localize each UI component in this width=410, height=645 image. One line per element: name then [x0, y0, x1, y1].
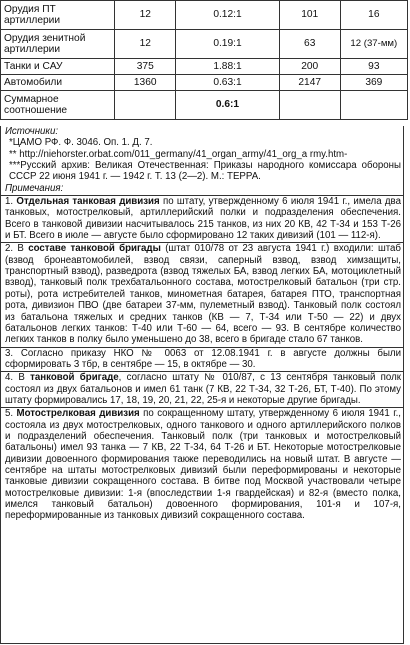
cell-value: 12 (37-мм) [340, 30, 407, 59]
comparison-table [0, 0, 408, 120]
table-row [1, 59, 408, 75]
source-line: ***Русский архив: Великая Отечественная: Приказы народного комиссара обороны СССР 22 июня 1941 г. — 1942 г. Т. 13 (2—2). М.: ТЕРРА. [9, 160, 401, 183]
cell-value: 375 [115, 59, 176, 75]
cell-value: 2147 [279, 75, 340, 91]
note-5 [5, 408, 401, 521]
note-3: 3. Согласно приказу НКО № 0063 от 12.08.1941 г. в августе должны были сформировать 3 тбр, в сентябре — 15, в октябре — 30. [5, 347, 401, 370]
cell-value: 12 [115, 1, 176, 30]
cell-value [279, 91, 340, 120]
cell-value: 200 [279, 59, 340, 75]
table-row [1, 30, 408, 59]
source-line: *ЦАМО РФ. Ф. 3046. Оп. 1. Д. 7. [9, 137, 153, 149]
cell-value: 16 [340, 1, 407, 30]
note-term: Мотострелковая дивизия [16, 408, 140, 420]
note-1 [5, 196, 401, 241]
notes-heading: Примечания: [5, 182, 64, 194]
sources-heading: Источники: [5, 126, 59, 137]
cell-value: 63 [279, 30, 340, 59]
table-row [1, 91, 408, 120]
table-row [1, 1, 408, 30]
cell-value: 93 [340, 59, 407, 75]
note-term: танковой бригаде [30, 372, 119, 384]
note-term: Отдельная танковая дивизия [16, 196, 160, 208]
note-number: 1. [5, 196, 14, 208]
cell-ratio: 0.12:1 [176, 1, 280, 30]
cell-value: 101 [279, 1, 340, 30]
cell-value: 12 [115, 30, 176, 59]
row-label: Орудия зенитной артиллерии [1, 30, 115, 59]
cell-value: 369 [340, 75, 407, 91]
cell-ratio: 0.19:1 [176, 30, 280, 59]
cell-value [115, 91, 176, 120]
source-line: ** http://niehorster.orbat.com/011_germany/41_organ_army/41_org_a rmy.htm- [9, 148, 348, 160]
cell-ratio: 0.63:1 [176, 75, 280, 91]
row-label: Суммарное соотношение [1, 91, 115, 120]
cell-ratio: 0.6:1 [176, 91, 280, 120]
row-label: Танки и САУ [1, 59, 115, 75]
cell-value: 1360 [115, 75, 176, 91]
notes-section [0, 126, 404, 644]
note-text: по сокращенному штату, утвержденному 6 июля 1941 г., состояла из двух мотострелковых, одного танкового и одного артиллерийского полков и подразделений обеспечения. Танковый полк (три танковых и мотострелковый батальоны) имел 93 танка — 7 КВ, 22 Т-34, 64 Т-26 и БТ. Некоторые мотострелковые дивизии довоенного формирования также переводились на новый штат. В августе — сентябре на штаты мотострелковых дивизий были переформированы и некоторые танковые дивизии сокращенного состава. В битве под Москвой участвовали четыре мотострелковые дивизии: 1-я (впоследствии 1-я гвардейская) и 82-я (вместо полка, имелся танковый батальон) довоенного формирования, 101-я и 107-я, переформированные из танковых дивизий сокращенного состава. [5, 408, 401, 522]
note-number: 2. В [5, 243, 24, 255]
row-label: Автомобили [1, 75, 115, 91]
note-text: (штат 010/78 от 23 августа 1941 г.) входили: штаб (взвод бронеавтомобилей, взвод связи, саперный взвод, взвод химзащиты, транспортный взвод), разведрота (взвод тяжелых БА, взвод легких БА, мотоциклетный взвод), танковый полк трехбатальонного состава, мотострелковый батальон (три стр. роты), рота истребителей танков, минометная батарея, батарея ПТО, транспортная рота, дивизион ПВО (две батареи 37-мм, пулеметный взвод). Танковый полк состоял из батальона тяжелых и средних танков (КВ — 7, Т-34 или Т-50 — 22) и двух батальонов легких танков: Т-40 или Т-60 — 64, всего — 93. В сентябре количество легких танков в полку было уменьшено до 38, всего в бригаде стало 67 танков. [5, 243, 401, 346]
note-term: составе танковой бригады [28, 243, 161, 255]
note-number: 4. В [5, 372, 25, 384]
row-label: Орудия ПТ артиллерии [1, 1, 115, 30]
cell-ratio: 1.88:1 [176, 59, 280, 75]
table-row [1, 75, 408, 91]
cell-value [340, 91, 407, 120]
note-text: по штату, утвержденному 6 июля 1941 г., имела два танковых, мотострелковый, артиллерийский полки и подразделения обеспечения. Всего в танковой дивизии насчитывалось 215 танков, из них 20 КВ, 42 Т-34 и 153 Т-26 и БТ. Всего в июле — августе было сформировано 12 таких дивизий (101 — 112-я). [5, 196, 401, 242]
note-text: , согласно штату № 010/87, с 13 сентября танковый полк состоял из двух батальонов и имел 61 танк (7 КВ, 22 Т-34, 32 Т-26, БТ, Т-40). По этому штату формировались 17, 18, 19, 20, 21, 22, 25-я и некоторые другие бригады. [5, 372, 401, 406]
note-2 [5, 243, 401, 345]
note-4 [5, 372, 401, 406]
note-number: 5. [5, 408, 14, 420]
